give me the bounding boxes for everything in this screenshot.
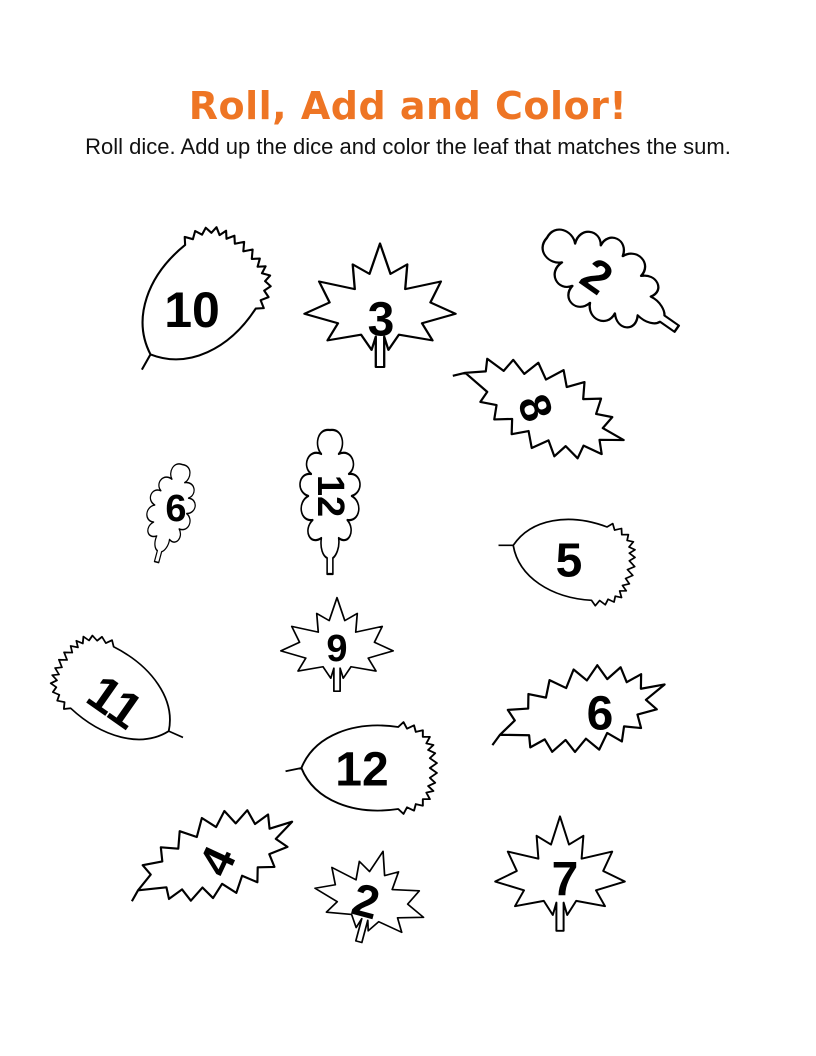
leaf-outline bbox=[524, 205, 699, 361]
leaf-number: 5 bbox=[555, 534, 583, 588]
leaf-number: 10 bbox=[164, 282, 220, 338]
leaf-outline bbox=[479, 648, 677, 776]
leaf-number: 12 bbox=[335, 743, 389, 797]
leaf-number: 2 bbox=[346, 872, 386, 930]
worksheet-title: Roll, Add and Color! bbox=[188, 84, 628, 128]
leaf-number: 11 bbox=[77, 663, 153, 741]
leaf-number: 12 bbox=[309, 474, 351, 518]
leaf-number: 8 bbox=[507, 388, 563, 428]
leaf-6b[interactable] bbox=[479, 648, 677, 776]
leaf-2[interactable] bbox=[524, 205, 699, 361]
leaf-number: 9 bbox=[326, 628, 348, 670]
leaf-number: 7 bbox=[551, 853, 579, 907]
worksheet-instructions: Roll dice. Add up the dice and color the leaf that matches the sum. bbox=[85, 134, 731, 159]
leaf-number: 6 bbox=[165, 488, 187, 530]
leaf-number: 6 bbox=[586, 687, 614, 741]
leaf-number: 2 bbox=[571, 247, 623, 305]
leaf-number: 3 bbox=[367, 293, 395, 347]
leaf-number: 4 bbox=[188, 838, 246, 884]
